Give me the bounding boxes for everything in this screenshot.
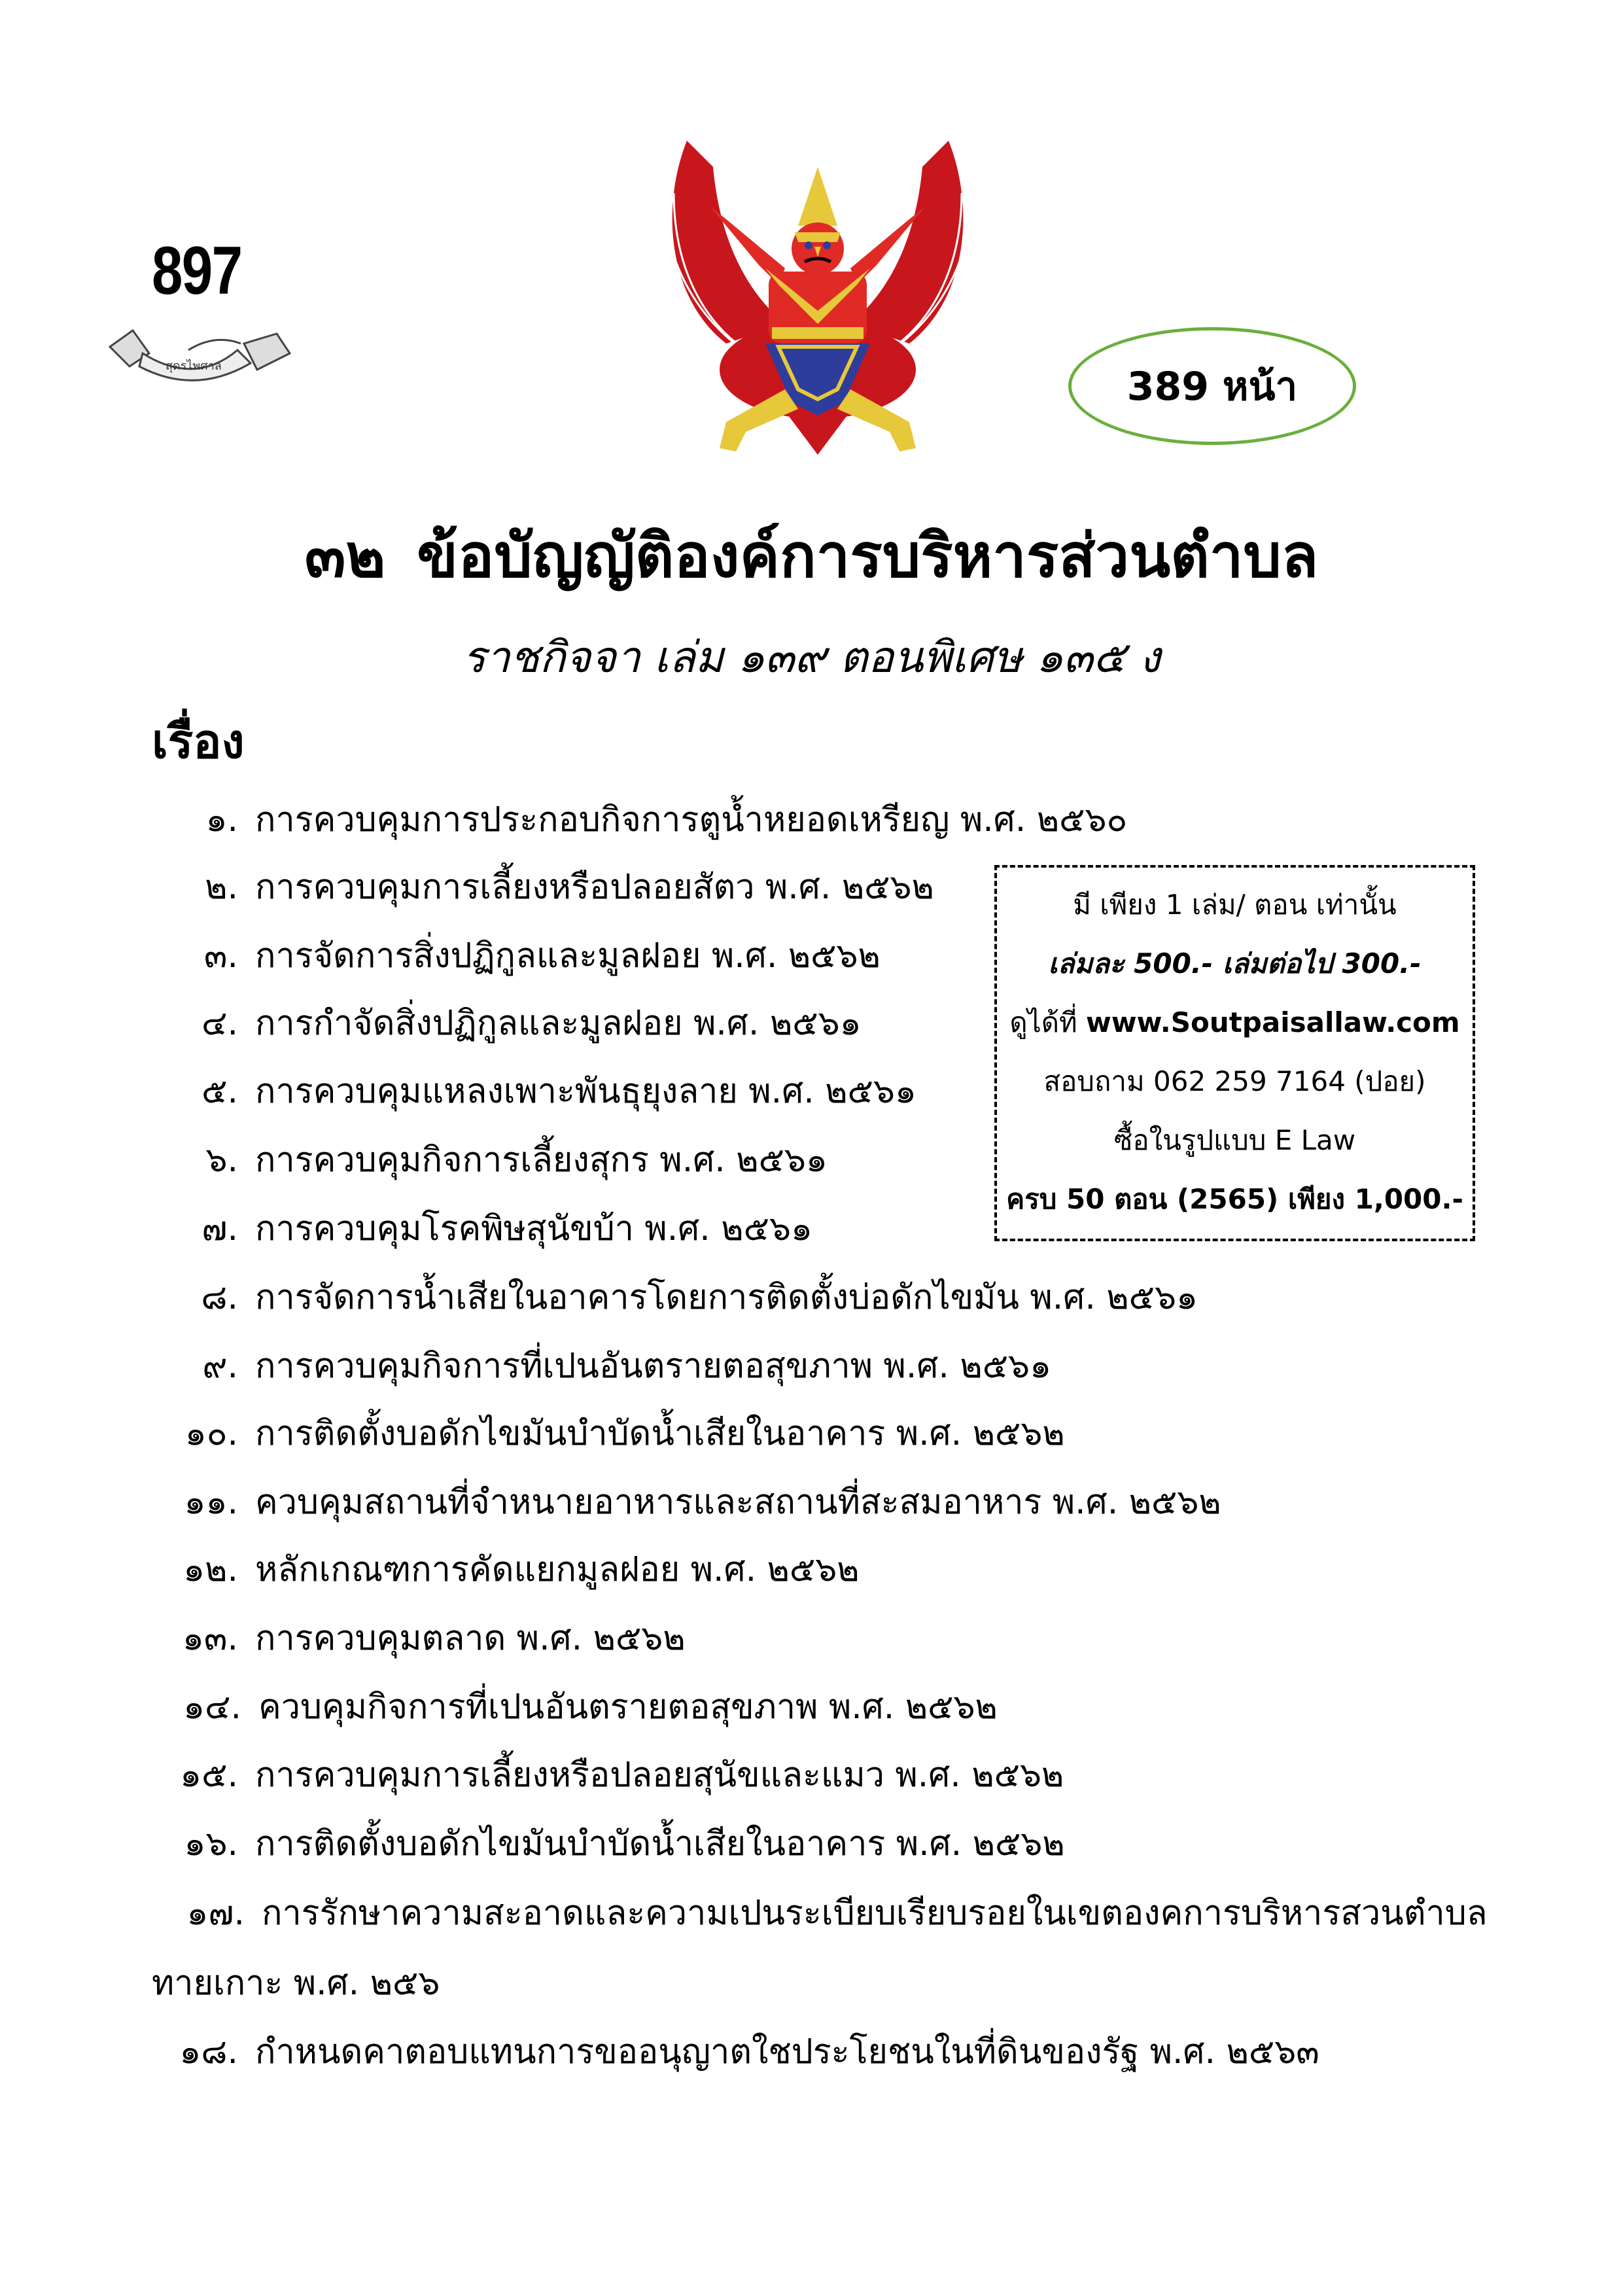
promo-line-contact: สอบถาม 062 259 7164 (ปอย)	[1043, 1065, 1426, 1097]
list-item: ๙. การควบคุมกิจการที่เปนอันตรายตอสุขภาพ พ.ศ. ๒๕๖๑	[202, 1347, 1052, 1386]
list-item: ๖. การควบคุมกิจการเลี้ยงสุกร พ.ศ. ๒๕๖๑	[205, 1140, 828, 1180]
list-item: ๑๓. การควบคุมตลาด พ.ศ. ๒๕๖๒	[182, 1619, 686, 1658]
section-heading: เรื่อง	[152, 714, 245, 769]
promo-line-website: ดูได้ที่ www.Soutpaisallaw.com	[1009, 1006, 1460, 1038]
title-number: ๓๒	[304, 521, 386, 591]
promo-box	[994, 865, 1475, 1241]
promo-line-availability: มี เพียง 1 เล่ม/ ตอน เท่านั้น	[1073, 889, 1397, 921]
list-item: ๑๔. ควบคุมกิจการที่เปนอันตรายตอสุขภาพ พ.ศ. ๒๕๖๒	[183, 1687, 998, 1727]
svg-text:สุดรไพศาล: สุดรไพศาล	[166, 359, 222, 373]
list-item: ๒. การควบคุมการเลี้ยงหรือปลอยสัตว พ.ศ. ๒๕๖๒	[205, 868, 934, 907]
list-item: ๑๐. การติดตั้งบอดักไขมันบำบัดน้ำเสียในอาคาร พ.ศ. ๒๕๖๒	[184, 1414, 1065, 1453]
promo-line-format: ซื้อในรูปแบบ E Law	[1113, 1124, 1356, 1156]
list-item: ๔. การกำจัดสิ่งปฏิกูลและมูลฝอย พ.ศ. ๒๕๖๑	[201, 1004, 862, 1043]
page-title	[0, 520, 1623, 592]
document-number: 897	[152, 233, 242, 309]
gazette-reference: ราชกิจจา เล่ม ๑๓๙ ตอนพิเศษ ๑๓๕ ง	[462, 632, 1161, 682]
promo-line-bundle: ครบ 50 ตอน (2565) เพียง 1,000.-	[1006, 1183, 1463, 1215]
list-item: ๑๕. การควบคุมการเลี้ยงหรือปลอยสุนัขและแมว พ.ศ. ๒๕๖๒	[180, 1756, 1064, 1795]
list-item: ๑๑. ควบคุมสถานที่จำหนายอาหารและสถานที่สะสมอาหาร พ.ศ. ๒๕๖๒	[184, 1483, 1221, 1522]
list-item-continuation: ทายเกาะ พ.ศ. ๒๕๖	[152, 1964, 440, 2003]
list-item: ๑๘. กำหนดคาตอบแทนการขออนุญาตใชประโยชนในที่ดินของรัฐ พ.ศ. ๒๕๖๓	[179, 2032, 1319, 2072]
list-item: ๑๒. หลักเกณฑการคัดแยกมูลฝอย พ.ศ. ๒๕๖๒	[183, 1550, 860, 1589]
list-item: ๗. การควบคุมโรคพิษสุนัขบ้า พ.ศ. ๒๕๖๑	[201, 1209, 812, 1248]
list-item: ๑. การควบคุมการประกอบกิจการตูน้ำหยอดเหรียญ พ.ศ. ๒๕๖๐	[205, 800, 1128, 839]
list-item: ๕. การควบคุมแหลงเพาะพันธุยุงลาย พ.ศ. ๒๕๖๑	[201, 1072, 916, 1111]
garuda-emblem-icon	[648, 128, 988, 468]
list-item: ๑๗. การรักษาความสะอาดและความเปนระเบียบเรียบรอยในเขตองคการบริหารสวนตำบล	[186, 1894, 1488, 1933]
website-link[interactable]: www.Soutpaisallaw.com	[1086, 1006, 1460, 1038]
promo-line-price: เล่มละ 500.- เล่มต่อไป 300.-	[1048, 947, 1422, 980]
ribbon-emblem-icon	[103, 324, 293, 383]
page-count-badge: 389 หน้า	[1068, 327, 1356, 445]
list-item: ๑๖. การติดตั้งบอดักไขมันบำบัดน้ำเสียในอาคาร พ.ศ. ๒๕๖๒	[184, 1824, 1065, 1863]
list-item: ๓. การจัดการสิ่งปฏิกูลและมูลฝอย พ.ศ. ๒๕๖๒	[203, 936, 881, 976]
list-item: ๘. การจัดการน้ำเสียในอาคารโดยการติดตั้งบ่อดักไขมัน พ.ศ. ๒๕๖๑	[201, 1278, 1198, 1317]
title-text: ข้อบัญญัติองค์การบริหารส่วนตำบล	[417, 521, 1319, 591]
